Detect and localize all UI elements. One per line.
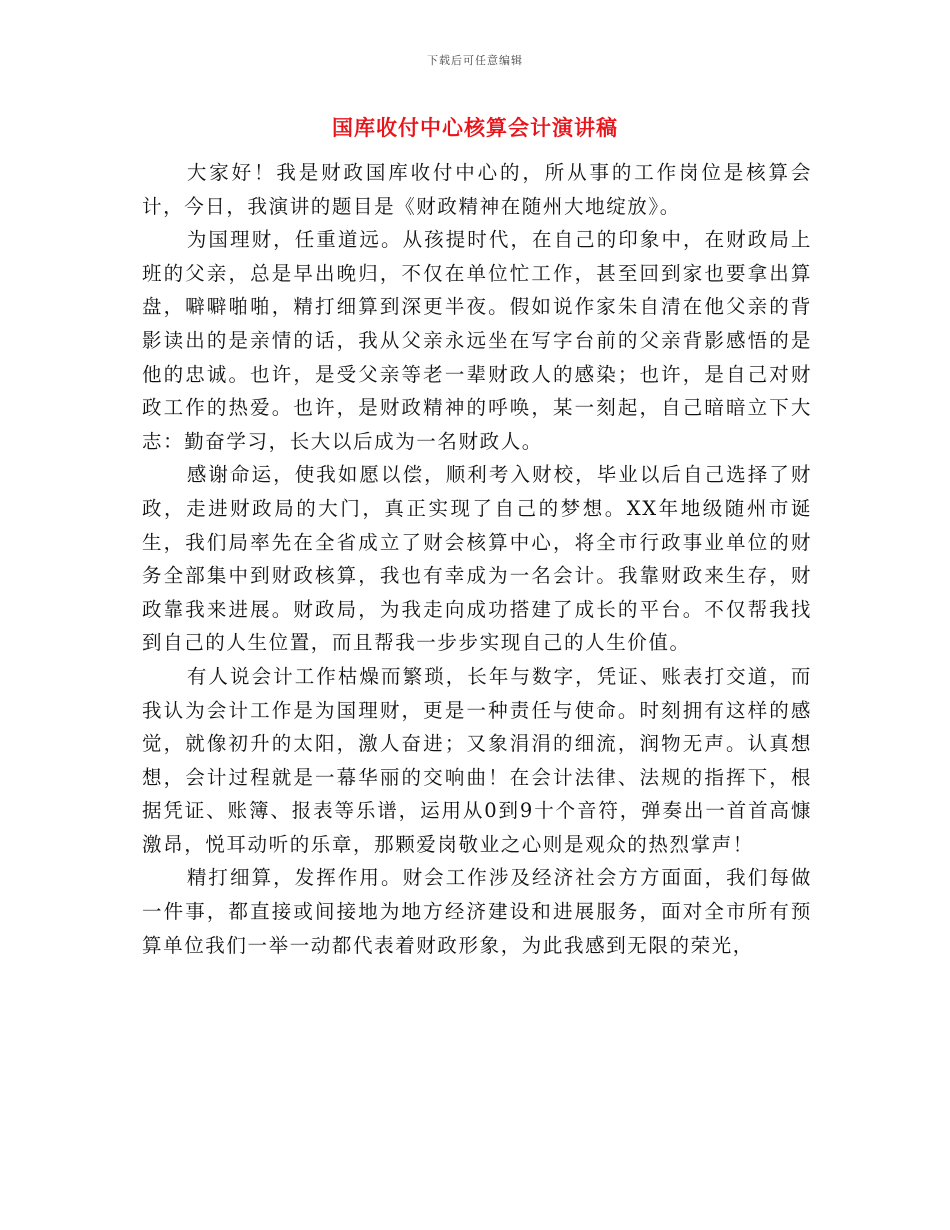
paragraph: 精打细算，发挥作用。财会工作涉及经济社会方方面面，我们每做一件事，都直接或间接地为地方经济建设和进展服务，面对全市所有预算单位我们一举一动都代表着财政形象，为此我感到无限的荣光， <box>142 866 812 957</box>
header-note: 下载后可任意编辑 <box>427 54 523 67</box>
paragraph: 感谢命运，使我如愿以偿，顺利考入财校，毕业以后自己选择了财政，走进财政局的大门，真正实现了自己的梦想。XX年地级随州市诞生，我们局率先在全省成立了财会核算中心，将全市行政事业单位的财务全部集中到财政核算，我也有幸成为一名会计。我靠财政来生存，财政靠我来进展。财政局，为我走向成功搭建了成长的平台。不仅帮我找到自己的人生位置，而且帮我一步步实现自己的人生价值。 <box>142 463 812 655</box>
document-title: 国库收付中心核算会计演讲稿 <box>332 116 618 140</box>
paragraph: 有人说会计工作枯燥而繁琐，长年与数字，凭证、账表打交道，而我认为会计工作是为国理财，更是一种责任与使命。时刻拥有这样的感觉，就像初升的太阳，激人奋进；又象涓涓的细流，润物无声。认真想想，会计过程就是一幕华丽的交响曲！在会计法律、法规的指挥下，根据凭证、账簿、报表等乐谱，运用从0到9十个音符，弹奏出一首首高慷激昂，悦耳动听的乐章，那颗爱岗敬业之心则是观众的热烈掌声！ <box>142 664 812 856</box>
paragraph: 大家好！我是财政国库收付中心的，所从事的工作岗位是核算会计，今日，我演讲的题目是《财政精神在随州大地绽放》。 <box>142 161 812 218</box>
paragraph: 为国理财，任重道远。从孩提时代，在自己的印象中，在财政局上班的父亲，总是早出晚归，不仅在单位忙工作，甚至回到家也要拿出算盘，噼噼啪啪，精打细算到深更半夜。假如说作家朱自清在他父亲的背影读出的是亲情的话，我从父亲永远坐在写字台前的父亲背影感悟的是他的忠诚。也许，是受父亲等老一辈财政人的感染；也许，是自己对财政工作的热爱。也许，是财政精神的呼唤，某一刻起，自己暗暗立下大志：勤奋学习，长大以后成为一名财政人。 <box>142 228 812 453</box>
document-body <box>142 156 812 962</box>
